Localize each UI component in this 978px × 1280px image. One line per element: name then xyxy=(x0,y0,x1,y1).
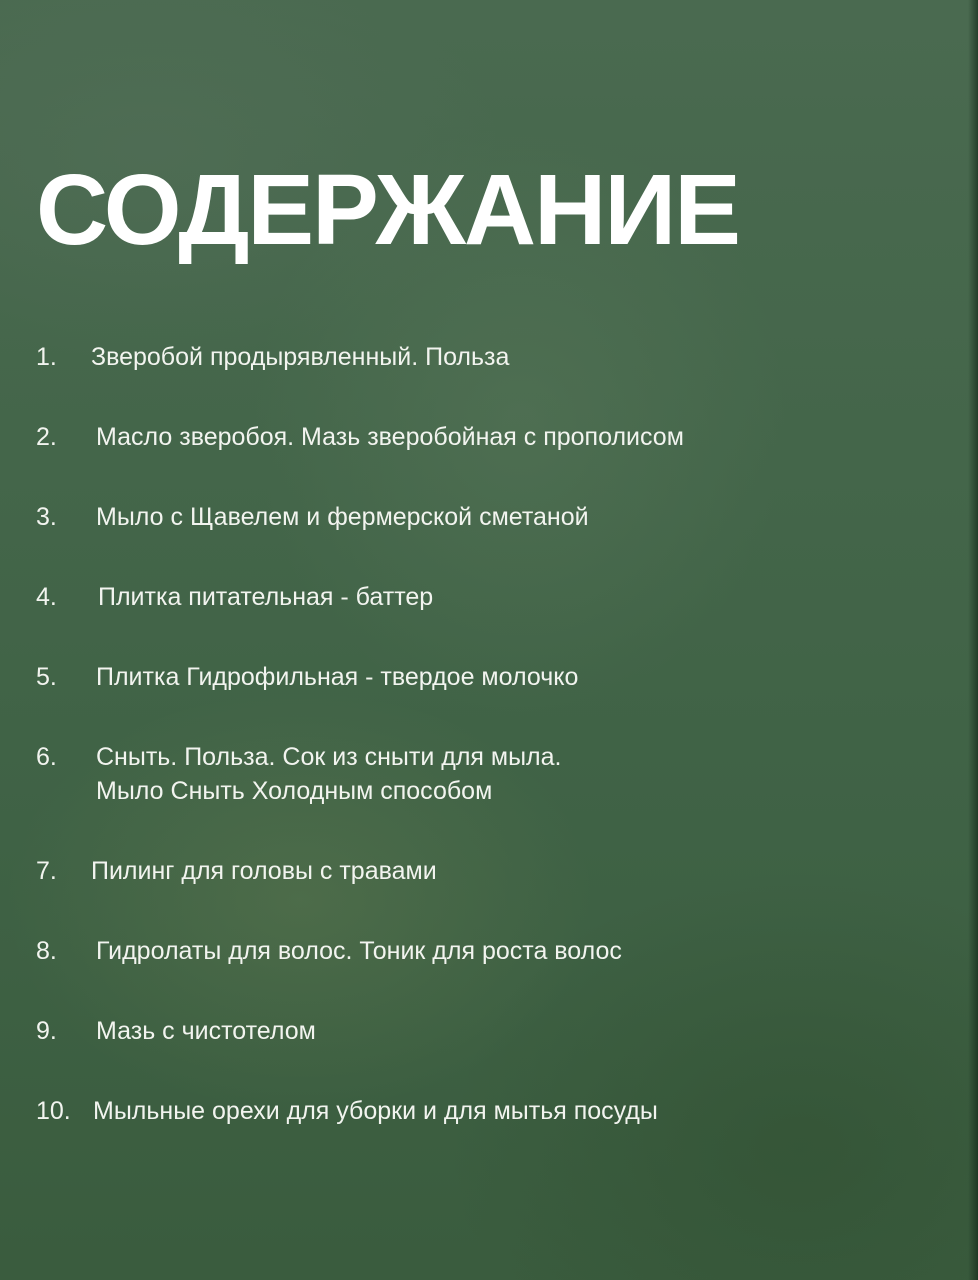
toc-item-text xyxy=(96,420,896,454)
toc-item-number: 5. xyxy=(36,663,57,691)
toc-item-number: 1. xyxy=(36,343,57,371)
toc-item-line: Мыло Сныть Холодным способом xyxy=(96,777,493,805)
toc-item-line: Гидролаты для волос. Тоник для роста волос xyxy=(96,937,622,965)
toc-item-line: Плитка питательная - баттер xyxy=(98,583,434,611)
toc-item-number: 3. xyxy=(36,503,57,531)
toc-item-line: Мыло с Щавелем и фермерской сметаной xyxy=(96,503,589,531)
toc-item-number: 4. xyxy=(36,583,57,611)
toc-item-text xyxy=(96,660,896,694)
toc-item-text xyxy=(96,1014,896,1048)
toc-item-line: Мазь с чистотелом xyxy=(96,1017,316,1045)
toc-item-line: Зверобой продырявленный. Польза xyxy=(91,343,510,371)
toc-item-number: 2. xyxy=(36,423,57,451)
toc-item-text xyxy=(91,854,891,888)
toc-item-line: Плитка Гидрофильная - твердое молочко xyxy=(96,663,579,691)
toc-item-line: Пилинг для головы с травами xyxy=(91,857,437,885)
toc-item-text xyxy=(91,340,891,374)
toc-item-number: 8. xyxy=(36,937,57,965)
toc-item-number: 9. xyxy=(36,1017,57,1045)
toc-item-text xyxy=(96,740,896,808)
toc-item-line: Мыльные орехи для уборки и для мытья посуды xyxy=(93,1097,658,1125)
toc-item-number: 7. xyxy=(36,857,57,885)
toc-item-line: Масло зверобоя. Мазь зверобойная с прополисом xyxy=(96,423,684,451)
toc-item-text xyxy=(98,580,898,614)
toc-item-text xyxy=(96,934,896,968)
toc-item-line: Сныть. Польза. Сок из сныти для мыла. xyxy=(96,743,562,771)
toc-item-text xyxy=(96,500,896,534)
page-edge-shadow xyxy=(968,0,978,1280)
page-title: СОДЕРЖАНИЕ xyxy=(36,154,739,266)
toc-item-text xyxy=(93,1094,893,1128)
toc-item-number: 6. xyxy=(36,743,57,771)
toc-item-number: 10. xyxy=(36,1097,71,1125)
